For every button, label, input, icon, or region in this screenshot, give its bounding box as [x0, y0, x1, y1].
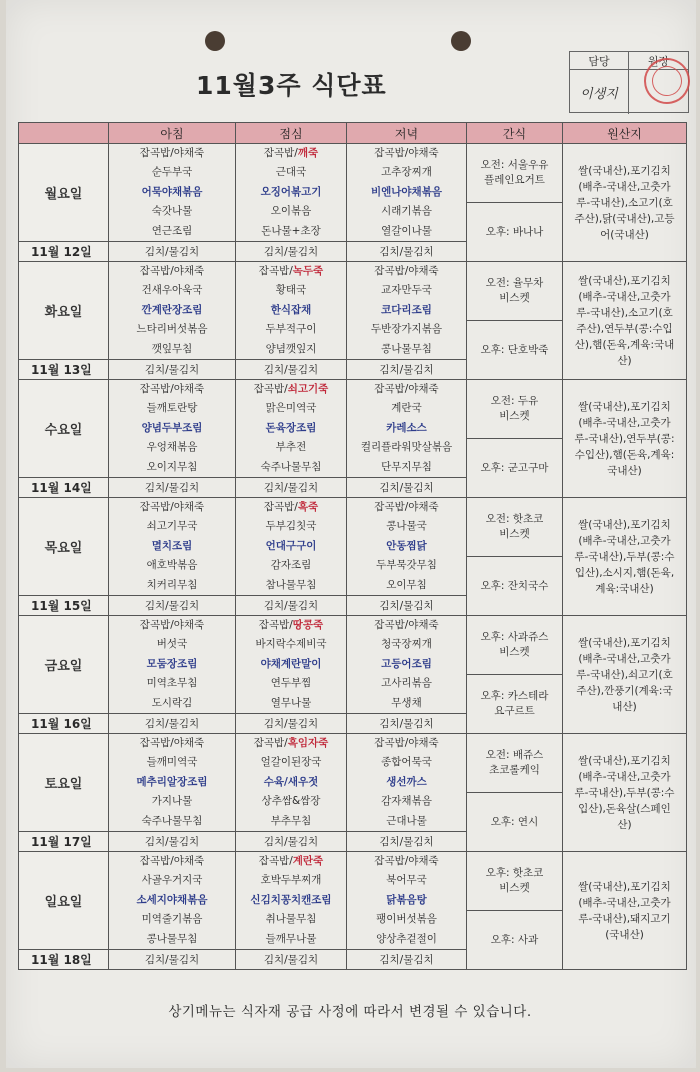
- snack-item: 오후: 사과: [490, 933, 539, 946]
- menu-item: 건새우아욱국: [141, 284, 203, 297]
- menu-item: 돈나물+초장: [261, 224, 321, 237]
- snack-item: 오전: 두유 비스켓: [467, 380, 562, 439]
- day-menu-row: [19, 852, 687, 950]
- menu-item-base: 잡곡밥/: [253, 383, 288, 395]
- menu-item: 얼갈이된장국: [260, 756, 322, 769]
- binder-hole: [451, 31, 471, 51]
- day-label: 월요일: [19, 144, 109, 242]
- menu-item: [236, 498, 346, 517]
- menu-item: 팽이버섯볶음: [376, 913, 437, 926]
- breakfast-cell: [109, 380, 236, 478]
- kimchi-cell: 김치/물김치: [236, 596, 347, 616]
- lunch-cell: [236, 498, 347, 596]
- day-menu-row: [19, 734, 687, 832]
- kimchi-cell: 김치/물김치: [347, 596, 467, 616]
- kimchi-cell: 김치/물김치: [347, 714, 467, 734]
- menu-item: 황태국: [275, 284, 307, 297]
- special-porridge: 흑죽: [297, 501, 319, 513]
- menu-item: 콩나물국: [386, 520, 427, 533]
- snack-cell: [467, 380, 563, 498]
- special-porridge: 땅콩죽: [292, 619, 324, 631]
- menu-item: 애호박볶음: [146, 559, 198, 572]
- kimchi-cell: 김치/물김치: [236, 478, 347, 498]
- special-porridge: 깨죽: [297, 147, 319, 159]
- kimchi-cell: 김치/물김치: [109, 478, 236, 498]
- day-menu-row: [19, 616, 687, 714]
- kimchi-cell: 김치/물김치: [109, 360, 236, 380]
- menu-item: 잡곡밥/야채죽: [374, 619, 439, 631]
- menu-item: 감자채볶음: [381, 795, 432, 808]
- breakfast-cell: [109, 262, 236, 360]
- origin-cell: 쌀(국내산),포기김치 (배추-국내산,고춧가 루-국내산),연두부(콩: 수입산),햄(돈육,계육: 국내산): [563, 380, 687, 498]
- menu-item: 잡곡밥/야채죽: [374, 737, 439, 749]
- day-label: 일요일: [19, 852, 109, 950]
- dinner-cell: [347, 380, 467, 478]
- menu-item: 콩나물무침: [146, 932, 198, 945]
- menu-item: 고추장찌개: [381, 166, 432, 179]
- binder-hole: [205, 31, 225, 51]
- menu-item: 소세지야채볶음: [136, 893, 208, 906]
- footer-note: 상기메뉴는 식자재 공급 사정에 따라서 변경될 수 있습니다.: [168, 1004, 532, 1020]
- menu-item: 잡곡밥/야채죽: [139, 383, 205, 395]
- menu-item: 미역줄기볶음: [141, 913, 203, 926]
- menu-item: 치커리무침: [146, 578, 198, 591]
- kimchi-cell: 김치/물김치: [347, 832, 467, 852]
- breakfast-cell: [109, 852, 236, 950]
- special-porridge: 쇠고기죽: [287, 383, 329, 395]
- menu-item: 생선까스: [386, 775, 427, 788]
- menu-item: 호박두부찌개: [260, 874, 322, 887]
- kimchi-cell: 김치/물김치: [347, 360, 467, 380]
- menu-item: 양념깻잎지: [265, 342, 317, 355]
- kimchi-cell: 김치/물김치: [347, 950, 467, 970]
- menu-item: 버섯국: [156, 638, 188, 651]
- snack-item: 오후: 사과쥬스 비스켓: [467, 616, 562, 675]
- menu-item: 비엔나야채볶음: [370, 185, 442, 198]
- kimchi-cell: 김치/물김치: [109, 832, 236, 852]
- menu-item: 오징어볶고기: [260, 185, 322, 198]
- menu-item: 오이지무침: [146, 460, 198, 473]
- day-menu-row: [19, 144, 687, 242]
- dinner-cell: [347, 262, 467, 360]
- menu-item: 열갈이나물: [381, 224, 432, 237]
- menu-item: 상추쌈&쌈장: [261, 795, 321, 808]
- date-label: 11월 14일: [19, 478, 109, 498]
- menu-item: 우엉채볶음: [146, 441, 198, 454]
- menu-item: 시래기볶음: [381, 205, 432, 218]
- menu-item: 감자조림: [270, 559, 312, 572]
- menu-item: 들깨미역국: [146, 756, 198, 769]
- day-label: 목요일: [19, 498, 109, 596]
- column-header: 아침: [109, 123, 236, 144]
- menu-item: 연두부찜: [270, 677, 312, 690]
- day-label: 화요일: [19, 262, 109, 360]
- lunch-cell: [236, 734, 347, 832]
- menu-item-base: 잡곡밥/: [253, 737, 288, 749]
- menu-item: 깐계란장조림: [141, 303, 203, 316]
- dinner-cell: [347, 498, 467, 596]
- menu-item: [236, 380, 346, 399]
- menu-item: 한식잡채: [270, 303, 312, 316]
- breakfast-cell: [109, 734, 236, 832]
- menu-item: 숙주나물무침: [260, 460, 322, 473]
- menu-item: 북어무국: [386, 874, 427, 887]
- kimchi-cell: 김치/물김치: [109, 714, 236, 734]
- kimchi-cell: 김치/물김치: [109, 242, 236, 262]
- breakfast-cell: [109, 144, 236, 242]
- menu-item: 청국장찌개: [381, 638, 432, 651]
- menu-item: 잡곡밥/야채죽: [139, 265, 205, 277]
- menu-item: 계란국: [391, 402, 422, 415]
- day-menu-row: [19, 498, 687, 596]
- menu-item: 사골우거지국: [141, 874, 203, 887]
- menu-item: 수육/새우젓: [263, 775, 319, 788]
- menu-item: 두부적구이: [265, 323, 317, 336]
- approval-col-label: 담당: [570, 52, 629, 70]
- menu-item: 바지락수제비국: [255, 638, 327, 651]
- snack-item: 오후: 바나나: [485, 225, 544, 238]
- menu-item: 잡곡밥/야채죽: [139, 501, 205, 513]
- menu-item: 순두부국: [151, 166, 193, 179]
- lunch-cell: [236, 262, 347, 360]
- menu-item: 코다리조림: [381, 303, 432, 316]
- snack-cell: [467, 262, 563, 380]
- approval-col-label: 원장: [629, 52, 688, 70]
- menu-item: 참나물무침: [265, 578, 317, 591]
- weekly-menu-table: [18, 122, 687, 970]
- menu-item-base: 잡곡밥/: [263, 147, 298, 159]
- date-label: 11월 15일: [19, 596, 109, 616]
- snack-item: 오후: 카스테라 요구르트: [480, 690, 549, 717]
- menu-item: [236, 144, 346, 163]
- menu-item: 근대국: [275, 166, 307, 179]
- menu-item: 콩나물무침: [381, 342, 432, 355]
- menu-item: 두반장가지볶음: [370, 323, 442, 336]
- snack-item: 오전: 율무차 비스켓: [467, 262, 562, 321]
- lunch-cell: [236, 616, 347, 714]
- menu-item-base: 잡곡밥/: [258, 855, 293, 867]
- menu-item: 연근조림: [151, 224, 193, 237]
- origin-cell: 쌀(국내산),포기김치 (배추-국내산,고춧가 루-국내산),두부(콩:수 입산),돈육살(스페인 산): [563, 734, 687, 852]
- breakfast-cell: [109, 616, 236, 714]
- menu-item: 깻잎무침: [151, 342, 193, 355]
- snack-item: 오후: 연시: [490, 815, 539, 828]
- snack-item: 오후: 잔치국수: [480, 579, 549, 592]
- kimchi-cell: 김치/물김치: [109, 950, 236, 970]
- menu-item: 잡곡밥/야채죽: [139, 619, 205, 631]
- snack-item: 오전: 서울우유 플레인요거트: [467, 144, 562, 203]
- menu-item: 근대나물: [386, 814, 427, 827]
- menu-item: 숙주나물무침: [141, 814, 203, 827]
- snack-item: 오전: 핫초코 비스켓: [467, 498, 562, 557]
- lunch-cell: [236, 380, 347, 478]
- snack-item: 오전: 배쥬스 초코롤케익: [467, 734, 562, 793]
- menu-item: [236, 616, 346, 635]
- date-label: 11월 13일: [19, 360, 109, 380]
- day-label: 토요일: [19, 734, 109, 832]
- special-porridge: 계란죽: [292, 855, 324, 867]
- menu-item-base: 잡곡밥/: [258, 619, 293, 631]
- kimchi-cell: 김치/물김치: [347, 242, 467, 262]
- menu-item: 맑은미역국: [265, 402, 317, 415]
- menu-item: 메추리알장조림: [136, 775, 208, 788]
- menu-item: 부추무침: [270, 814, 312, 827]
- menu-item: 오이무침: [386, 578, 427, 591]
- column-header: 점심: [236, 123, 347, 144]
- special-porridge: 녹두죽: [292, 265, 324, 277]
- breakfast-cell: [109, 498, 236, 596]
- page-title: 11월3주 식단표: [196, 71, 387, 100]
- menu-item: [236, 262, 346, 281]
- day-label: 금요일: [19, 616, 109, 714]
- menu-item: 도시락김: [151, 696, 193, 709]
- day-label: 수요일: [19, 380, 109, 478]
- menu-item: 멸치조림: [151, 539, 193, 552]
- menu-item: 오이볶음: [270, 205, 312, 218]
- menu-item: 단무지무침: [381, 460, 432, 473]
- menu-item: 취나물무침: [265, 913, 317, 926]
- column-header: [19, 123, 109, 144]
- menu-item: 신김치꽁치캔조림: [250, 893, 332, 906]
- header-row: [19, 123, 687, 144]
- column-header: 간식: [467, 123, 563, 144]
- menu-item-base: 잡곡밥/: [258, 265, 293, 277]
- menu-item: 잡곡밥/야채죽: [139, 855, 205, 867]
- snack-item: 오후: 군고구마: [480, 461, 549, 474]
- menu-item: 열무나물: [270, 696, 312, 709]
- origin-cell: 쌀(국내산),포기김치 (배추-국내산,고춧가 루-국내산),돼지고기 (국내산): [563, 852, 687, 970]
- menu-item: 잡곡밥/야채죽: [374, 855, 439, 867]
- menu-item: 잡곡밥/야채죽: [374, 265, 439, 277]
- kimchi-cell: 김치/물김치: [236, 832, 347, 852]
- menu-item: 무생채: [391, 696, 422, 709]
- day-menu-row: [19, 262, 687, 360]
- menu-item: 카레소스: [386, 421, 427, 434]
- menu-item: 닭볶음탕: [386, 893, 427, 906]
- column-header: 저녁: [347, 123, 467, 144]
- menu-item: [236, 852, 346, 871]
- lunch-cell: [236, 144, 347, 242]
- origin-cell: 쌀(국내산),포기김치 (배추-국내산,고춧가 루-국내산),두부(콩:수 입산),소시지,햄(돈육, 계육:국내산): [563, 498, 687, 616]
- snack-cell: [467, 734, 563, 852]
- kimchi-cell: 김치/물김치: [347, 478, 467, 498]
- menu-item: 야채계란말이: [260, 657, 322, 670]
- menu-item: 잡곡밥/야채죽: [139, 737, 205, 749]
- menu-item: 컬리플라워맛살볶음: [360, 441, 453, 454]
- menu-item: 잡곡밥/야채죽: [139, 147, 205, 159]
- menu-item: 양상추겉절이: [376, 932, 437, 945]
- kimchi-cell: 김치/물김치: [236, 242, 347, 262]
- kimchi-cell: 김치/물김치: [236, 714, 347, 734]
- snack-cell: [467, 498, 563, 616]
- menu-item: 미역초무침: [146, 677, 198, 690]
- menu-item: 잡곡밥/야채죽: [374, 501, 439, 513]
- snack-cell: [467, 852, 563, 970]
- date-label: 11월 16일: [19, 714, 109, 734]
- menu-item: 양념두부조림: [141, 421, 203, 434]
- snack-cell: [467, 616, 563, 734]
- day-menu-row: [19, 380, 687, 478]
- menu-item-base: 잡곡밥/: [263, 501, 298, 513]
- signature: 이생지: [570, 70, 629, 114]
- dinner-cell: [347, 144, 467, 242]
- menu-item: 부추전: [275, 441, 307, 454]
- menu-item: 쇠고기무국: [146, 520, 198, 533]
- menu-item: 두부김칫국: [265, 520, 317, 533]
- kimchi-cell: 김치/물김치: [236, 950, 347, 970]
- date-label: 11월 17일: [19, 832, 109, 852]
- menu-item: 잡곡밥/야채죽: [374, 383, 439, 395]
- menu-item: 모둠장조림: [146, 657, 198, 670]
- kimchi-cell: 김치/물김치: [236, 360, 347, 380]
- menu-item: 느타리버섯볶음: [136, 323, 208, 336]
- origin-cell: 쌀(국내산),포기김치 (배추-국내산,고춧가 루-국내산),소고기(호 주산),연두부(콩:수입 산),햄(돈육,계육:국내 산): [563, 262, 687, 380]
- menu-item: 종합어묵국: [381, 756, 432, 769]
- menu-item: [236, 734, 346, 753]
- menu-item: 들깨토란탕: [146, 402, 198, 415]
- origin-cell: 쌀(국내산),포기김치 (배추-국내산,고춧가 루-국내산),쇠고기(호 주산),깐풍기(계육:국 내산): [563, 616, 687, 734]
- menu-item: 잡곡밥/야채죽: [374, 147, 439, 159]
- menu-item: 안동찜닭: [386, 539, 427, 552]
- snack-item: 오후: 핫초코 비스켓: [467, 852, 562, 911]
- dinner-cell: [347, 852, 467, 950]
- date-label: 11월 18일: [19, 950, 109, 970]
- special-porridge: 흑임자죽: [287, 737, 329, 749]
- dinner-cell: [347, 616, 467, 714]
- menu-item: 고등어조림: [381, 657, 432, 670]
- snack-cell: [467, 144, 563, 262]
- column-header: 원산지: [563, 123, 687, 144]
- snack-item: 오후: 단호박죽: [480, 343, 549, 356]
- menu-item: 들깨무나물: [265, 932, 317, 945]
- date-label: 11월 12일: [19, 242, 109, 262]
- menu-item: 언대구구이: [265, 539, 317, 552]
- origin-cell: 쌀(국내산),포기김치 (배추-국내산,고춧가 루-국내산),소고기(호 주산),닭(국내산),고등 어(국내산): [563, 144, 687, 262]
- menu-item: 숙갓나물: [151, 205, 193, 218]
- menu-item: 두부묵갓무침: [376, 559, 437, 572]
- menu-item: 어묵야채볶음: [141, 185, 203, 198]
- menu-item: 가지나물: [151, 795, 193, 808]
- lunch-cell: [236, 852, 347, 950]
- menu-item: 교자만두국: [381, 284, 432, 297]
- kimchi-cell: 김치/물김치: [109, 596, 236, 616]
- dinner-cell: [347, 734, 467, 832]
- menu-item: 고사리볶음: [381, 677, 432, 690]
- menu-item: 돈육장조림: [265, 421, 317, 434]
